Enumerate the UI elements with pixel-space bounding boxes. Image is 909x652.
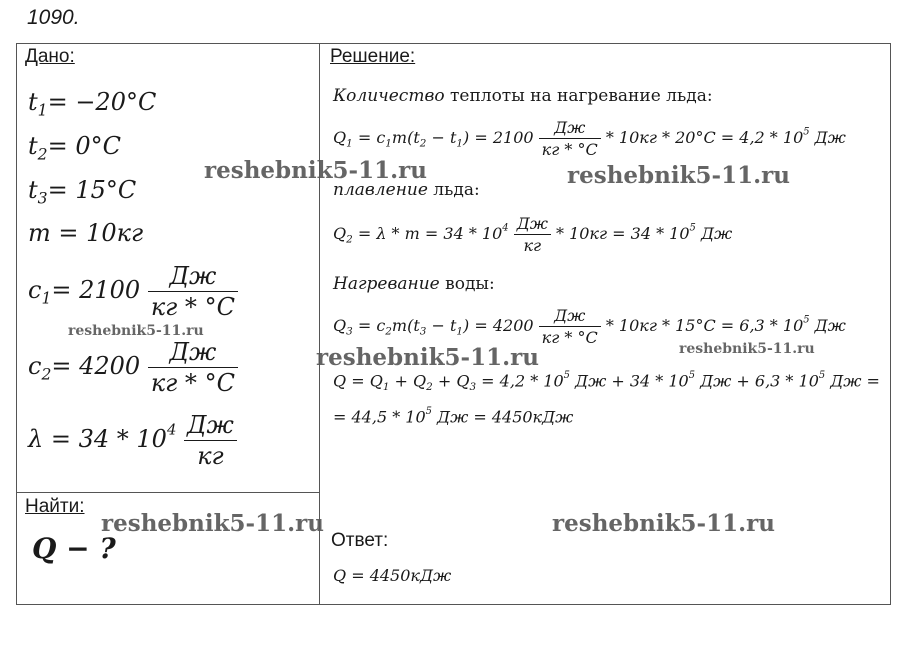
watermark-small-1: reshebnik5-11.ru xyxy=(68,323,204,339)
given-c1: $c_1= 2100$ $\frac{Дж}{кг * ^\circ C}$ xyxy=(28,262,238,321)
given-t1: $t_1= -20^\circ C$ xyxy=(28,88,157,120)
formula-total: $Q = Q_1 + Q_2 + Q_3 = 4,2 * 10^5$ Дж + $34 * 10^5$ Дж + $6,3 * 10^5$ Дж = xyxy=(333,370,880,394)
watermark-small-2: reshebnik5-11.ru xyxy=(679,341,815,357)
given-t3: $t_3= 15^\circ C$ xyxy=(28,176,137,208)
watermark-3: reshebnik5-11.ru xyxy=(316,344,539,371)
solution-line-heating-ice: Количество теплоты на нагревание льда: xyxy=(333,86,713,106)
answer-label: Ответ: xyxy=(331,530,389,551)
watermark-1: reshebnik5-11.ru xyxy=(204,157,427,184)
watermark-5: reshebnik5-11.ru xyxy=(552,510,775,537)
answer-value: Q = 4450кДж xyxy=(333,566,452,585)
solution-line-melting-ice: плавление льда: xyxy=(333,180,480,200)
find-header: Найти: xyxy=(25,496,85,517)
problem-number: 1090. xyxy=(27,6,80,29)
given-mass: m = 10кг xyxy=(28,219,144,247)
watermark-2: reshebnik5-11.ru xyxy=(567,162,790,189)
given-header: Дано: xyxy=(25,46,75,67)
formula-q1: $Q_1 = c_1m(t_2 - t_1) = 2100$ $\frac{Дж}{кг * ^\circ C}$ * $10кг * 20^\circ C = 4,2 * 10^5$ Дж xyxy=(333,118,846,159)
given-t2: $t_2= 0^\circ C$ xyxy=(28,132,121,164)
find-expression: Q − ? xyxy=(32,532,116,565)
given-lambda: $\lambda = 34 * 10^4$ $\frac{Дж}{кг}$ xyxy=(28,411,237,470)
solution-header: Решение: xyxy=(330,46,416,67)
formula-q2: $Q_2 = \lambda * m = 34 * 10^4$ $\frac{Дж}{кг}$ * $10кг = 34 * 10^5$ Дж xyxy=(333,214,733,255)
formula-q3: $Q_3 = c_2m(t_3 - t_1) = 4200$ $\frac{Дж}{кг * ^\circ C}$ * $10кг * 15^\circ C = 6,3 * 10^5$ Дж xyxy=(333,306,846,347)
given-c2: $c_2= 4200$ $\frac{Дж}{кг * ^\circ C}$ xyxy=(28,338,238,397)
formula-total-result: = $44,5 * 10^5$ Дж = 4450кДж xyxy=(333,406,574,427)
row-divider xyxy=(16,492,320,493)
watermark-4: reshebnik5-11.ru xyxy=(101,510,324,537)
solution-line-heating-water: Нагревание воды: xyxy=(333,274,495,294)
